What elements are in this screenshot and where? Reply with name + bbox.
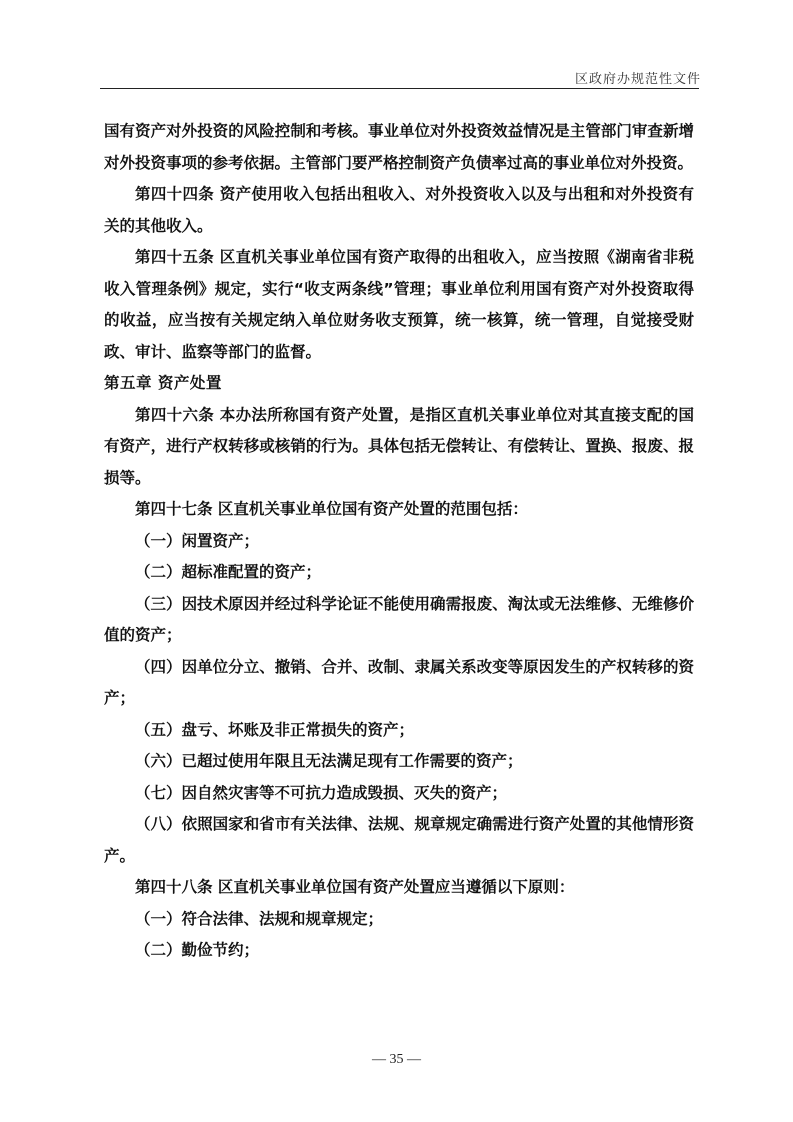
article-44: 第四十四条 资产使用收入包括出租收入、对外投资收入以及与出租和对外投资有关的其他收入。	[104, 185, 694, 235]
article-48-item-1: （一）符合法律、法规和规章规定；	[135, 909, 384, 928]
article-48-item-2: （二）勤俭节约；	[135, 941, 260, 959]
article-47-item-2: （二）超标准配置的资产；	[135, 563, 322, 581]
article-47-item-3: （三）因技术原因并经过科学论证不能使用确需报废、淘汰或无法维修、无维修价值的资产；	[104, 594, 694, 644]
article-47-item-7: （七）因自然灾害等不可抗力造成毁损、灭失的资产；	[135, 783, 508, 802]
paragraph-continuation: 国有资产对外投资的风险控制和考核。事业单位对外投资效益情况是主管部门审查新增对外投资事项的参考依据。主管部门要严格控制资产负债率过高的事业单位对外投资。	[104, 122, 694, 172]
document-body	[104, 116, 694, 967]
article-48: 第四十八条 区直机关事业单位国有资产处置应当遵循以下原则：	[135, 878, 575, 896]
page-number: — 35 —	[372, 1052, 421, 1067]
chapter-5-title: 第五章 资产处置	[104, 374, 222, 392]
article-47-item-5: （五）盘亏、坏账及非正常损失的资产；	[135, 720, 415, 739]
article-47-item-1: （一）闲置资产；	[135, 531, 260, 550]
article-47-item-8: （八）依照国家和省市有关法律、法规、规章规定确需进行资产处置的其他情形资产。	[104, 815, 694, 865]
article-45: 第四十五条 区直机关事业单位国有资产取得的出租收入，应当按照《湖南省非税收入管理条例》规定，实行“收支两条线”管理；事业单位利用国有资产对外投资取得的收益，应当按有关规定纳入单位财务收支预算，统一核算，统一管理，自觉接受财政、审计、监察等部门的监督。	[104, 248, 694, 361]
article-47-item-6: （六）已超过使用年限且无法满足现有工作需要的资产；	[135, 752, 523, 770]
article-47-item-4: （四）因单位分立、撤销、合并、改制、隶属关系改变等原因发生的产权转移的资产；	[104, 657, 694, 707]
document-header-title: 区政府办规范性文件	[574, 72, 701, 87]
article-47: 第四十七条 区直机关事业单位国有资产处置的范围包括：	[135, 500, 528, 518]
header-divider	[100, 88, 699, 89]
article-46: 第四十六条 本办法所称国有资产处置，是指区直机关事业单位对其直接支配的国有资产，进行产权转移或核销的行为。具体包括无偿转让、有偿转让、置换、报废、报损等。	[104, 405, 694, 487]
